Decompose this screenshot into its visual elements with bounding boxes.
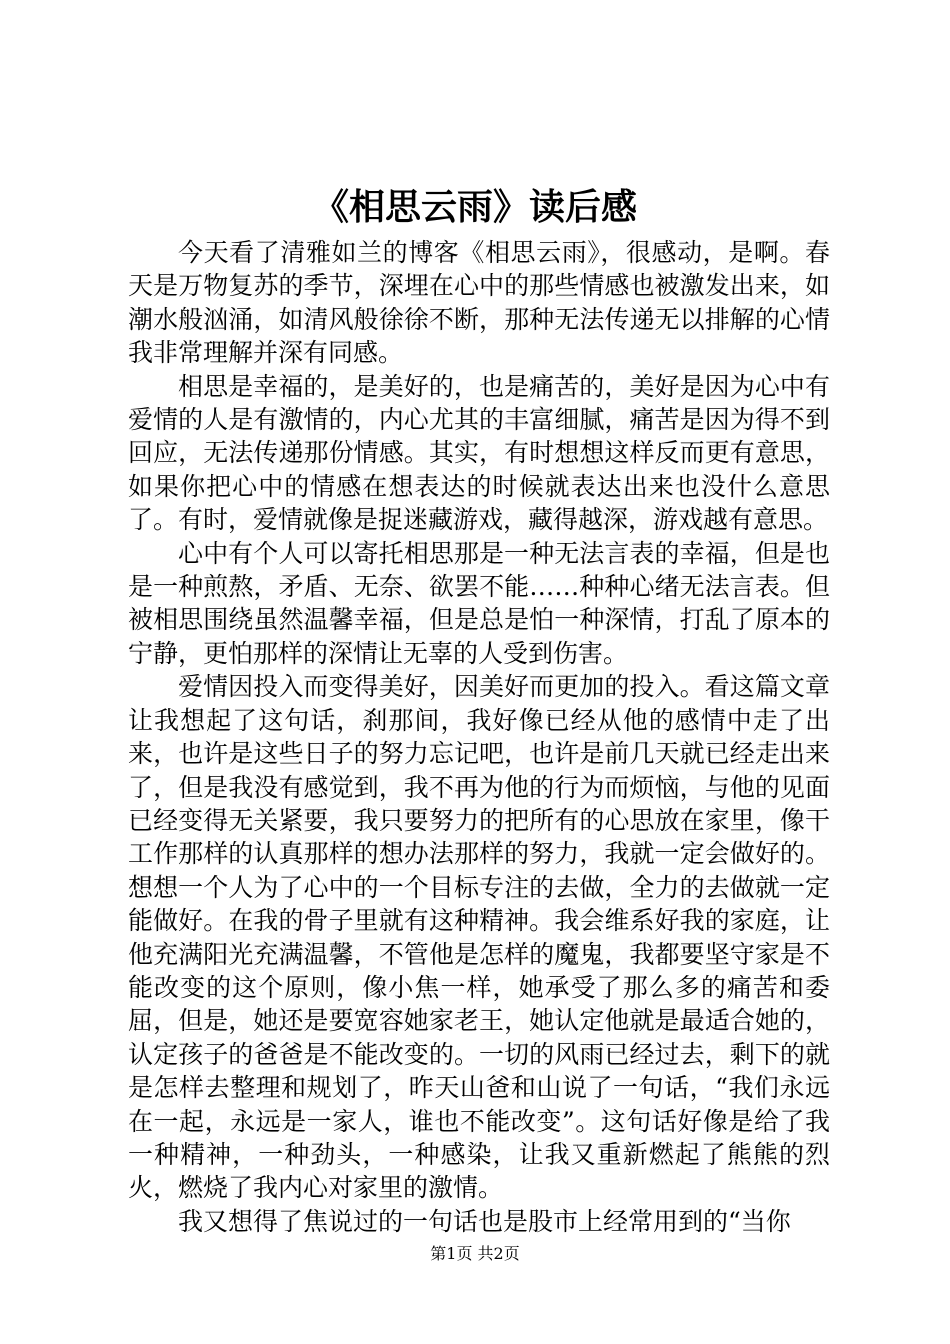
document-body: [128, 236, 830, 1238]
document-title: 《相思云雨》读后感: [312, 187, 637, 228]
body-paragraph: 爱情因投入而变得美好，因美好而更加的投入。看这篇文章让我想起了这句话，刹那间，我好像已经从他的感情中走了出来，也许是这些日子的努力忘记吧，也许是前几天就已经走出来了，但是我没有感觉到，我不再为他的行为而烦恼，与他的见面已经变得无关紧要，我只要努力的把所有的心思放在家里，像干工作那样的认真那样的想办法那样的努力，我就一定会做好的。想想一个人为了心中的一个目标专注的去做，全力的去做就一定能做好。在我的骨子里就有这种精神。我会维系好我的家庭，让他充满阳光充满温馨，不管他是怎样的魔鬼，我都要坚守家是不能改变的这个原则，像小焦一样，她承受了那么多的痛苦和委屈，但是，她还是要宽容她家老王，她认定他就是最适合她的，认定孩子的爸爸是不能改变的。一切的风雨已经过去，剩下的就是怎样去整理和规划了，昨天山爸和山说了一句话，“我们永远在一起，永远是一家人，谁也不能改变”。这句话好像是给了我一种精神，一种劲头，一种感染，让我又重新燃起了熊熊的烈火，燃烧了我内心对家里的激情。: [128, 672, 830, 1203]
body-paragraph: 心中有个人可以寄托相思那是一种无法言表的幸福，但是也是一种煎熬，矛盾、无奈、欲罢不能……种种心绪无法言表。但被相思围绕虽然温馨幸福，但是总是怕一种深情，打乱了原本的宁静，更怕那样的深情让无辜的人受到伤害。: [128, 538, 830, 668]
body-paragraph: 今天看了清雅如兰的博客《相思云雨》，很感动，是啊。春天是万物复苏的季节，深埋在心中的那些情感也被激发出来，如潮水般汹涌，如清风般徐徐不断，那种无法传递无以排解的心情我非常理解并深有同感。: [128, 238, 830, 368]
body-paragraph: 我又想得了焦说过的一句话也是股市上经常用到的“当你: [178, 1206, 791, 1236]
body-paragraph: 相思是幸福的，是美好的，也是痛苦的，美好是因为心中有爱情的人是有激情的，内心尤其的丰富细腻，痛苦是因为得不到回应，无法传递那份情感。其实，有时想想这样反而更有意思，如果你把心中的情感在想表达的时候就表达出来也没什么意思了。有时，爱情就像是捉迷藏游戏，藏得越深，游戏越有意思。: [128, 371, 830, 535]
page-number-footer: 第1页 共2页: [430, 1244, 520, 1263]
